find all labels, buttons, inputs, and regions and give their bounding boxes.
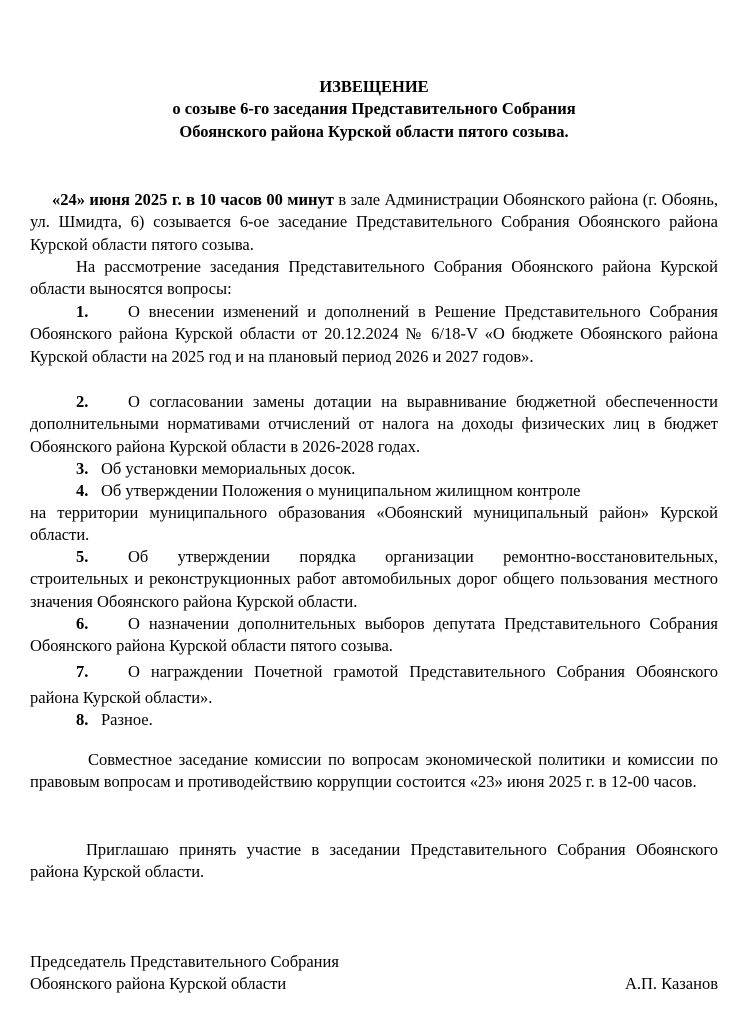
intro-paragraph xyxy=(30,189,718,256)
agenda-item-text: О согласовании замены дотации на выравнивание бюджетной обеспеченности дополнительными нормативами отчислений от налога на доходы физических лиц в бюджет Обоянского района Курской области в 2026-2028 годах. xyxy=(30,392,718,456)
meeting-date-time: «24» июня 2025 г. в 10 часов 00 минут xyxy=(52,190,334,209)
agenda-item xyxy=(30,391,718,458)
document-subtitle-line1: о созыве 6-го заседания Представительного Собрания xyxy=(172,99,576,118)
agenda-item xyxy=(30,546,718,613)
agenda-item xyxy=(30,659,718,711)
agenda-item-line xyxy=(30,480,718,502)
agenda-item-text: Об утверждении Положения о муниципальном жилищном контроле xyxy=(101,481,581,500)
agenda-item-number: 4. xyxy=(76,481,89,500)
agenda-intro: На рассмотрение заседания Представительного Собрания Обоянского района Курской области выносятся вопросы: xyxy=(30,257,718,299)
agenda-item-text: О награждении Почетной грамотой Представительного Собрания Обоянского района Курской области». xyxy=(30,662,718,707)
agenda-item-number: 7. xyxy=(76,662,89,681)
signer-position-line1: Председатель Представительного Собрания xyxy=(30,952,339,971)
agenda-item-continuation: на территории муниципального образования «Обоянский муниципальный район» Курской области. xyxy=(30,503,718,545)
agenda-item xyxy=(30,613,718,658)
joint-meeting-paragraph: Совместное заседание комиссии по вопросам экономической политики и комиссии по правовым вопросам и противодействию коррупции состоится «23» июня 2025 г. в 12-00 часов. xyxy=(30,750,718,792)
agenda-item-number: 3. xyxy=(76,459,89,478)
agenda-item xyxy=(30,301,718,368)
agenda-item-number: 8. xyxy=(76,710,89,729)
agenda-item-text: Об утверждении порядка организации ремонтно-восстановительных, строительных и реконструкционных работ автомобильных дорог общего пользования местного значения Обоянского района Курской области. xyxy=(30,547,718,611)
agenda-item-number: 2. xyxy=(76,392,89,411)
invitation-paragraph: Приглашаю принять участие в заседании Представительного Собрания Обоянского района Курской области. xyxy=(30,840,718,882)
signer-name: А.П. Казанов xyxy=(624,974,718,993)
agenda-item-number: 1. xyxy=(76,302,89,321)
agenda-item-text: О внесении изменений и дополнений в Решение Представительного Собрания Обоянского района Курской области от 20.12.2024 № 6/18-V «О бюджете Обоянского района Курской области на 2025 год и на плановый период 2026 и 2027 годов». xyxy=(30,302,718,366)
agenda-item-text: О назначении дополнительных выборов депутата Представительного Собрания Обоянского района Курской области пятого созыва. xyxy=(30,614,718,656)
agenda-item-number: 6. xyxy=(76,614,89,633)
agenda-item-text: Разное. xyxy=(101,710,153,729)
agenda-item-text: Об установки мемориальных досок. xyxy=(101,459,356,478)
document-subtitle-line2: Обоянского района Курской области пятого созыва. xyxy=(179,122,569,141)
signer-position-line2: Обоянского района Курской области xyxy=(30,974,287,993)
agenda-item xyxy=(30,458,718,480)
document-title: ИЗВЕЩЕНИЕ xyxy=(319,77,429,96)
intro-text: в зале Администрации Обоянского района (г. Обоянь, ул. Шмидта, 6) созывается 6-ое заседание Представительного Собрания Обоянского района Курской области пятого созыва. xyxy=(30,190,718,254)
agenda-item-number: 5. xyxy=(76,547,89,566)
agenda-item xyxy=(30,709,718,731)
